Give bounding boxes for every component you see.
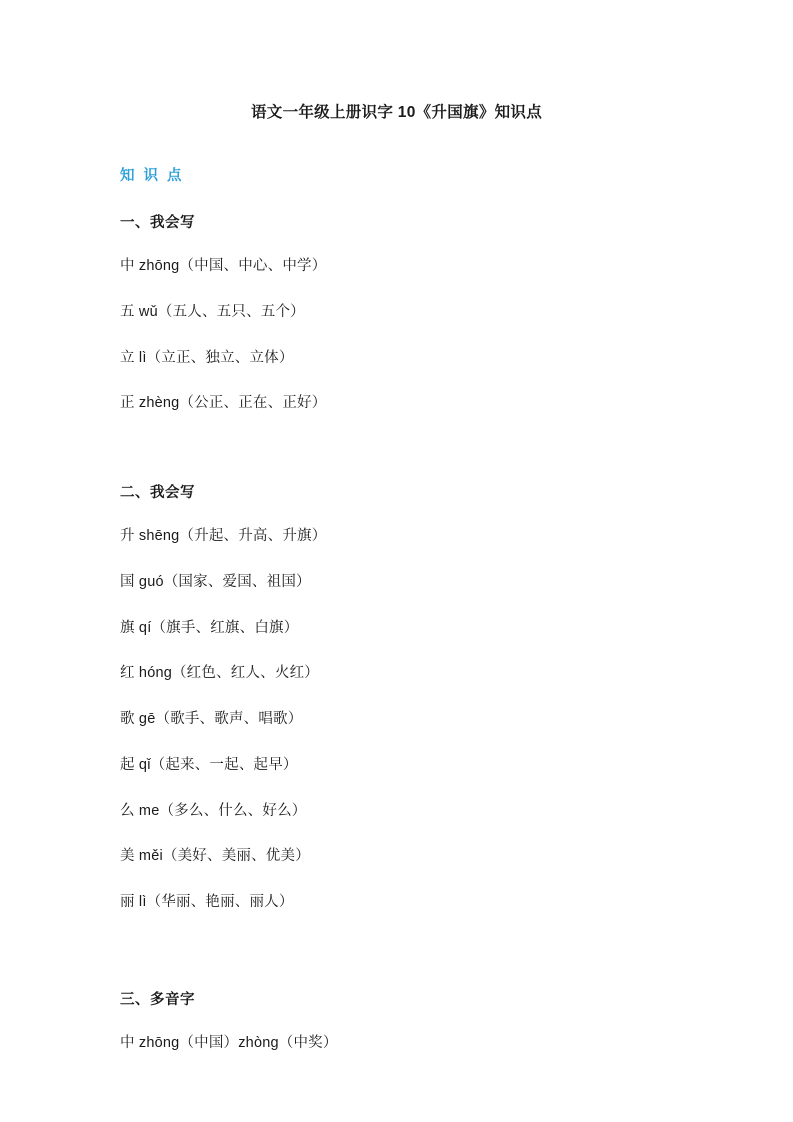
section-heading-3: 三、多音字 bbox=[120, 991, 195, 1008]
knowledge-points-heading: 知 识 点 bbox=[120, 168, 185, 184]
entry-2-4: 红 hóng（红色、红人、火红） bbox=[120, 665, 319, 682]
section-heading-1: 一、我会写 bbox=[120, 215, 195, 231]
entry-1-1: 中 zhōng（中国、中心、中学） bbox=[120, 258, 327, 274]
entry-2-6: 起 qǐ（起来、一起、起早） bbox=[120, 756, 298, 773]
section-heading-2: 二、我会写 bbox=[120, 485, 195, 501]
entry-2-9: 丽 lì（华丽、艳丽、丽人） bbox=[120, 894, 294, 910]
page-title: 语文一年级上册识字 10《升国旗》知识点 bbox=[250, 104, 543, 121]
entry-1-2: 五 wǔ（五人、五只、五个） bbox=[120, 303, 305, 320]
entry-1-3: 立 lì（立正、独立、立体） bbox=[120, 349, 294, 366]
entry-2-2: 国 guó（国家、爱国、祖国） bbox=[120, 573, 311, 590]
entry-2-1: 升 shēng（升起、升高、升旗） bbox=[120, 528, 327, 544]
section-spacer-1 bbox=[118, 439, 675, 481]
entry-1-4: 正 zhèng（公正、正在、正好） bbox=[120, 395, 327, 412]
entry-2-5: 歌 gē（歌手、歌声、唱歌） bbox=[120, 711, 303, 727]
section-spacer-2 bbox=[118, 938, 675, 988]
entry-2-3: 旗 qí（旗手、红旗、白旗） bbox=[120, 619, 299, 636]
entry-2-8: 美 měi（美好、美丽、优美） bbox=[120, 848, 310, 865]
entry-3-1: 中 zhōng（中国）zhòng（中奖） bbox=[120, 1034, 338, 1051]
entry-2-7: 么 me（多么、什么、好么） bbox=[120, 802, 307, 819]
